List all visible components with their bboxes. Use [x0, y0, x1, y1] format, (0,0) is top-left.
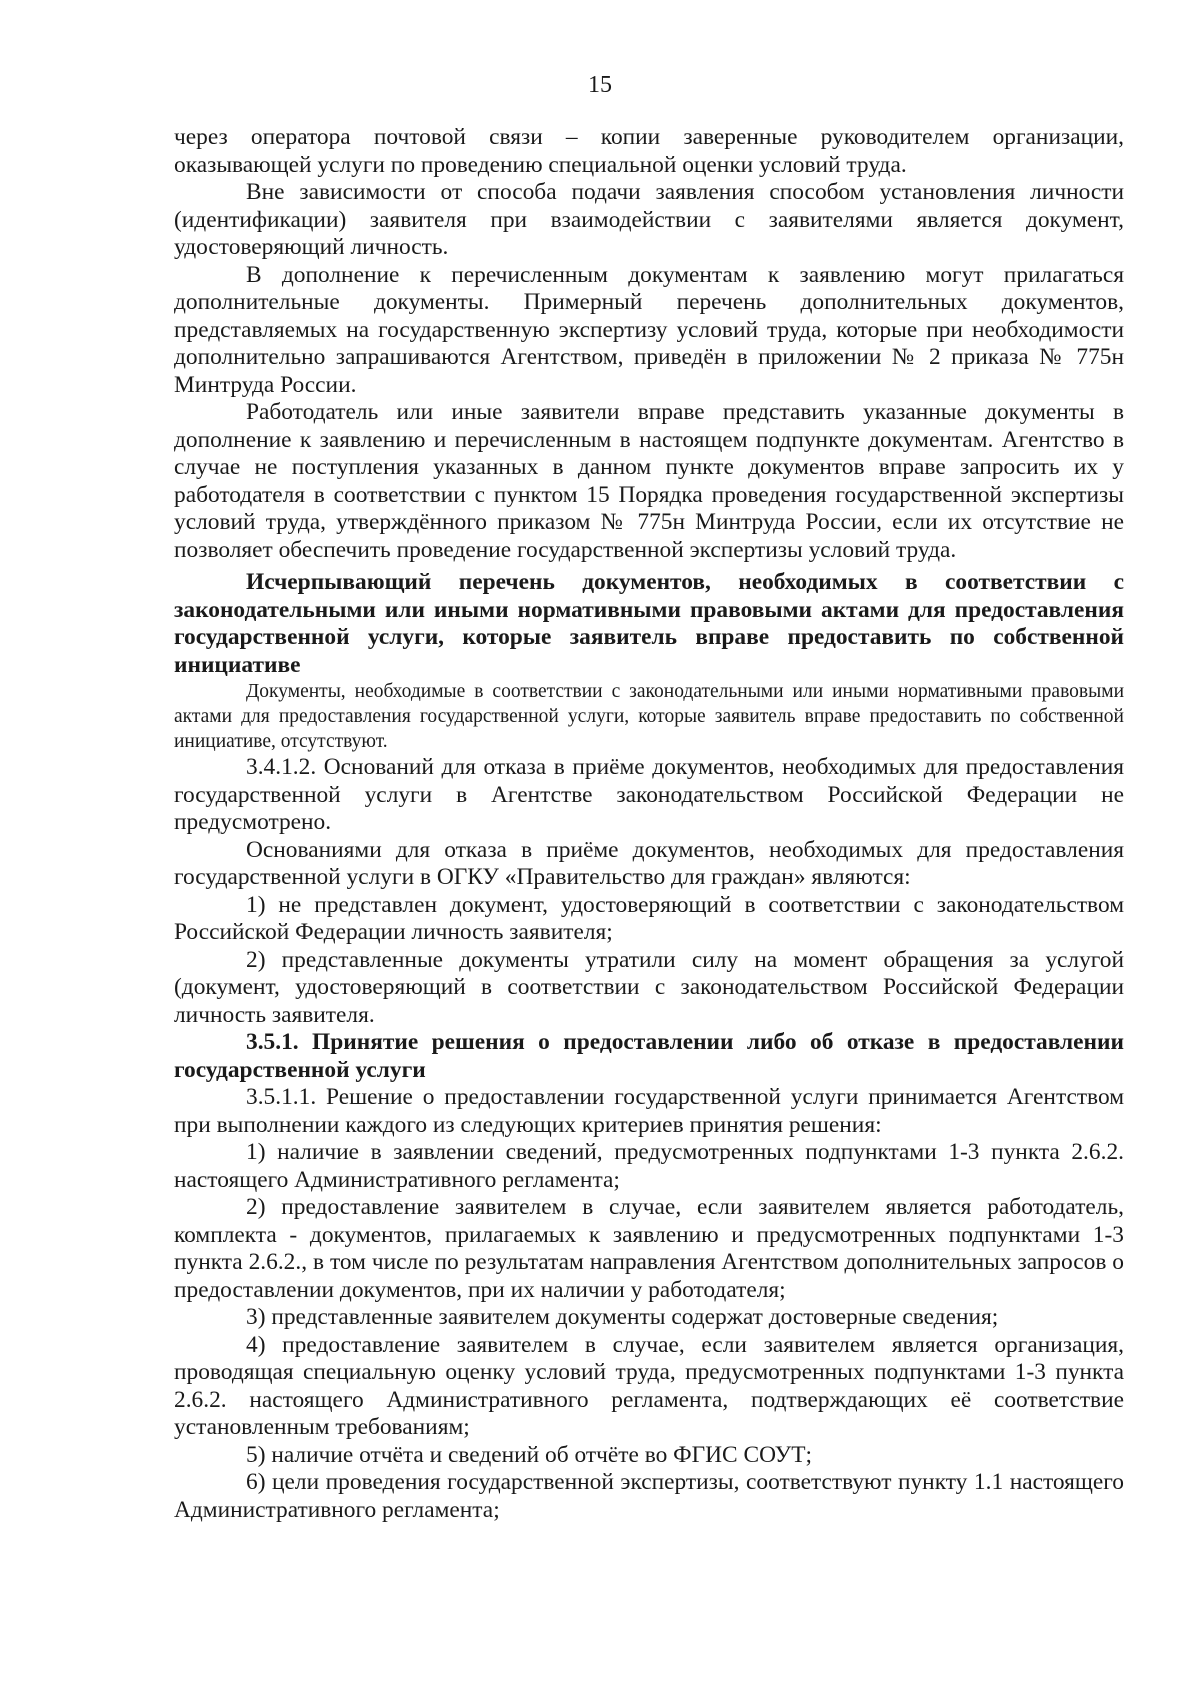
list-item-criterion-6: 6) цели проведения государственной экспертизы, соответствуют пункту 1.1 настоящего Административного регламента; — [174, 1469, 1124, 1523]
paragraph-identification: Вне зависимости от способа подачи заявления способом установления личности (идентификации) заявителя при взаимодействии с заявителями является документ, удостоверяющий личность. — [174, 179, 1124, 260]
paragraph-3-4-1-2: 3.4.1.2. Оснований для отказа в приёме документов, необходимых для предоставления государственной услуги в Агентстве законодательством Российской Федерации не предусмотрено. — [174, 754, 1124, 835]
list-item-refusal-1: 1) не представлен документ, удостоверяющий в соответствии с законодательством Российской Федерации личность заявителя; — [174, 891, 1124, 945]
paragraph-3-5-1-1: 3.5.1.1. Решение о предоставлении государственной услуги принимается Агентством при выполнении каждого из следующих критериев принятия решения: — [174, 1084, 1124, 1138]
section-heading-documents: Исчерпывающий перечень документов, необходимых в соответствии с законодательными или иными нормативными правовыми актами для предоставления государственной услуги, которые заявитель вправе предоставить по собственной инициативе — [174, 569, 1124, 678]
paragraph-postal-copies: через оператора почтовой связи – копии заверенные руководителем организации, оказывающей услуги по проведению специальной оценки условий труда. — [174, 124, 1124, 178]
paragraph-documents-absent: Документы, необходимые в соответствии с законодательными или иными нормативными правовыми актами для предоставления государственной услуги, которые заявитель вправе предоставить по собственной инициативе, отсутствуют. — [174, 681, 1124, 752]
list-item-criterion-5: 5) наличие отчёта и сведений об отчёте во ФГИС СОУТ; — [246, 1441, 812, 1468]
list-item-criterion-2: 2) предоставление заявителем в случае, если заявителем является работодатель, комплекта - документов, прилагаемых к заявлению и предусмотренных подпунктами 1-3 пункта 2.6.2., в том числе по результатам направления Агентством дополнительных запросов о предоставлении документов, при их наличии у работодателя; — [174, 1194, 1124, 1303]
document-body — [174, 124, 1124, 1524]
paragraph-refusal-grounds: Основаниями для отказа в приёме документов, необходимых для предоставления государственной услуги в ОГКУ «Правительство для граждан» являются: — [174, 836, 1124, 890]
paragraph-employer-rights: Работодатель или иные заявители вправе представить указанные документы в дополнение к заявлению и перечисленным в настоящем подпункте документам. Агентство в случае не поступления указанных в данном пункте документов вправе запросить их у работодателя в соответствии с пунктом 15 Порядка проведения государственной экспертизы условий труда, утверждённого приказом № 775н Минтруда России, если их отсутствие не позволяет обеспечить проведение государственной экспертизы условий труда. — [174, 399, 1124, 563]
list-item-criterion-4: 4) предоставление заявителем в случае, если заявителем является организация, проводящая специальную оценку условий труда, предусмотренных подпунктами 1-3 пункта 2.6.2. настоящего Административного регламента, подтверждающих её соответствие установленным требованиям; — [174, 1331, 1124, 1440]
list-item-criterion-3: 3) представленные заявителем документы содержат достоверные сведения; — [246, 1304, 999, 1330]
section-heading-3-5-1: 3.5.1. Принятие решения о предоставлении либо об отказе в предоставлении государственной услуги — [174, 1029, 1124, 1083]
page-number: 15 — [588, 72, 612, 98]
list-item-refusal-2: 2) представленные документы утратили силу на момент обращения за услугой (документ, удостоверяющий в соответствии с законодательством Российской Федерации личность заявителя. — [174, 946, 1124, 1028]
list-item-criterion-1: 1) наличие в заявлении сведений, предусмотренных подпунктами 1-3 пункта 2.6.2. настоящего Административного регламента; — [174, 1139, 1124, 1193]
paragraph-additional-documents: В дополнение к перечисленным документам к заявлению могут прилагаться дополнительные документы. Примерный перечень дополнительных документов, представляемых на государственную экспертизу условий труда, которые при необходимости дополнительно запрашиваются Агентством, приведён в приложении № 2 приказа № 775н Минтруда России. — [174, 261, 1124, 398]
